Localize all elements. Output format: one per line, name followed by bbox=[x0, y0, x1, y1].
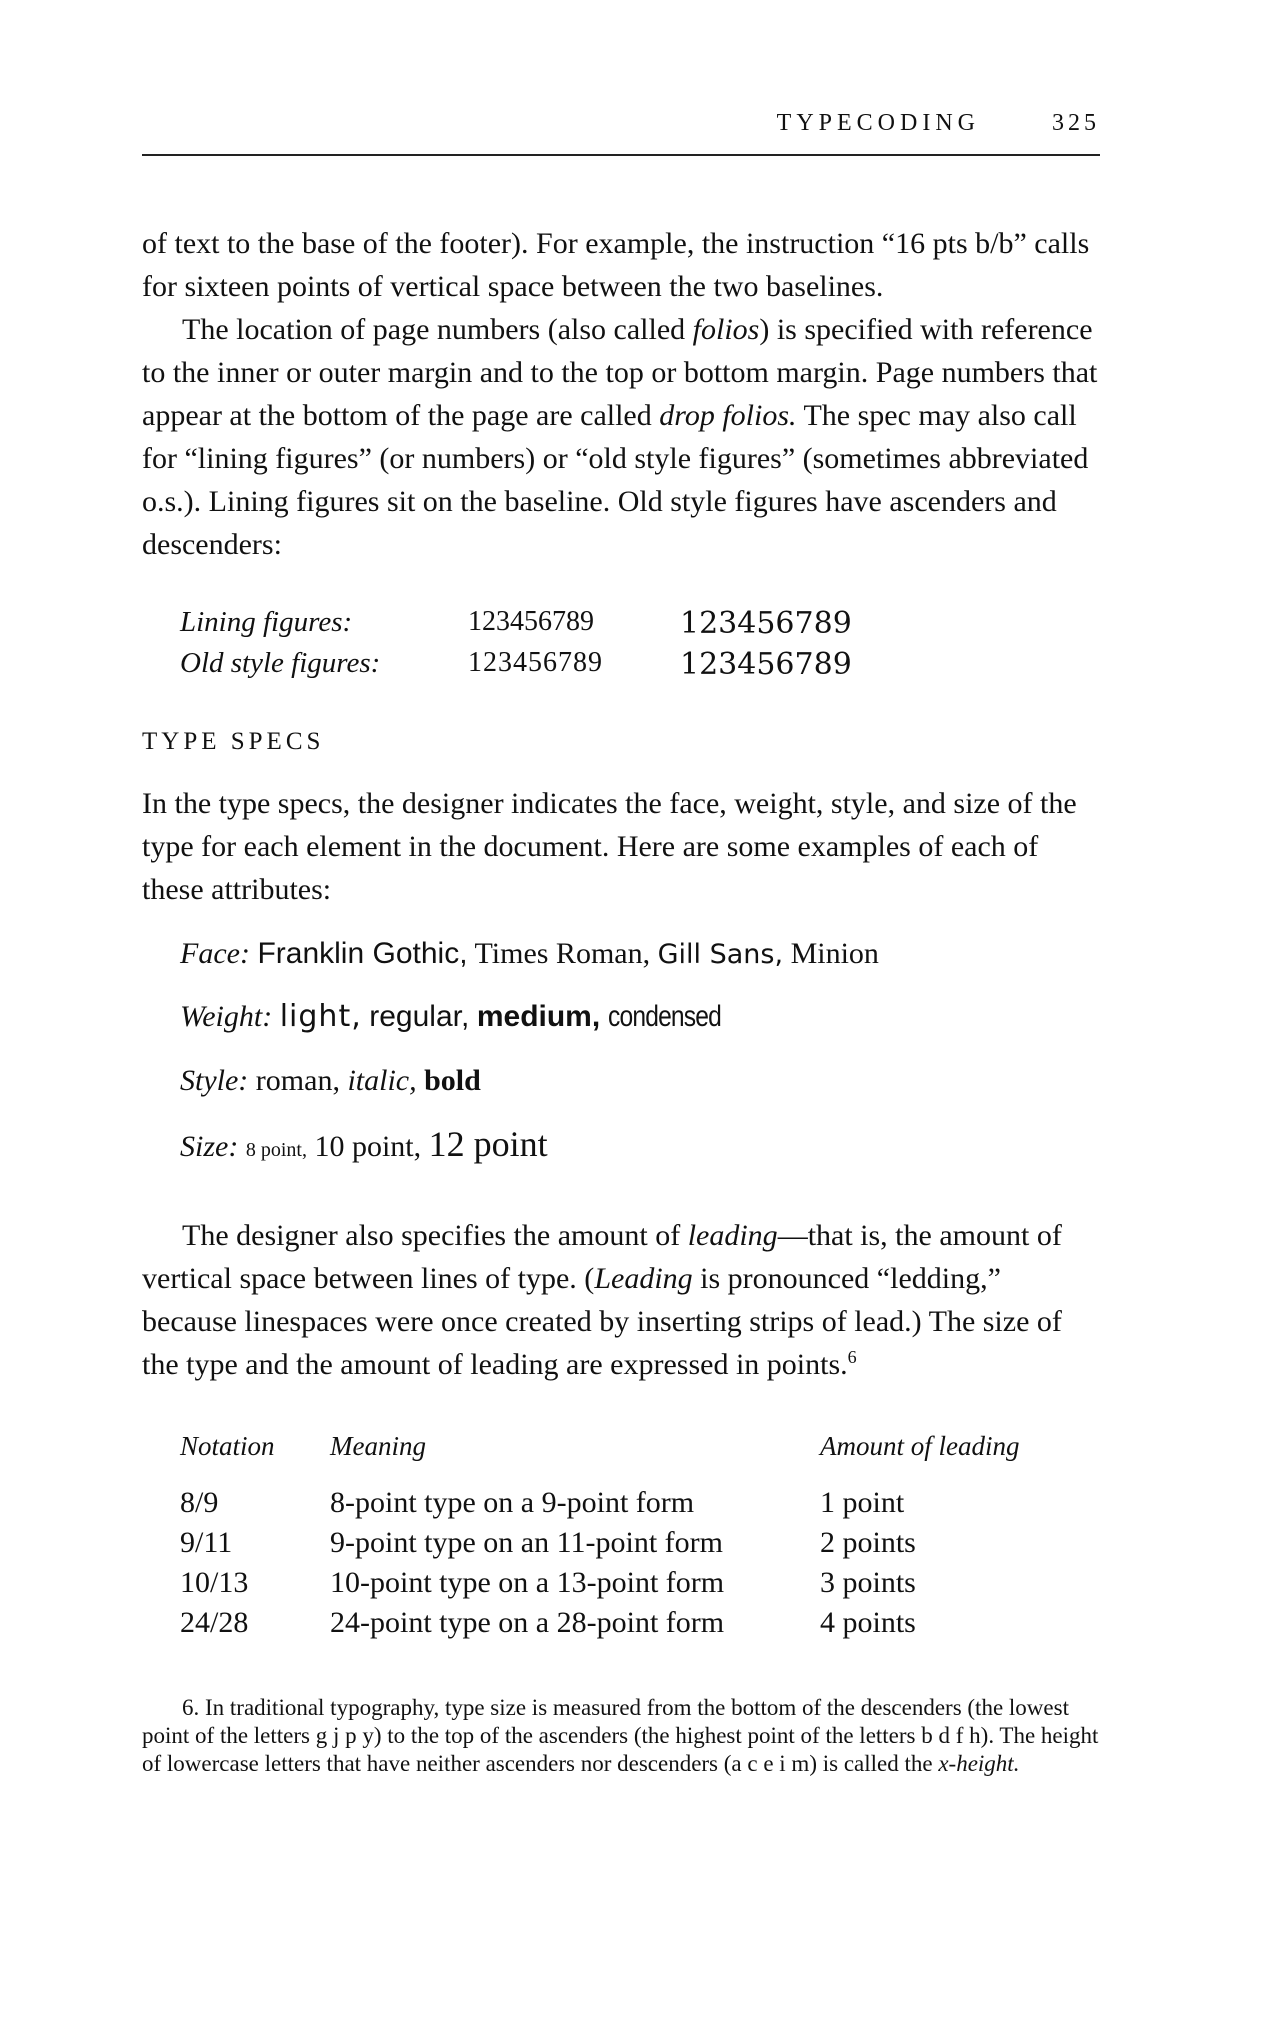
running-title: TYPECODING bbox=[776, 110, 980, 136]
attribute-example: condensed bbox=[607, 1000, 721, 1033]
attribute-example: Franklin Gothic, bbox=[257, 937, 468, 970]
attribute-example: Minion bbox=[790, 937, 879, 970]
table-cell: 10/13 bbox=[180, 1566, 249, 1599]
attribute-example: roman, bbox=[255, 1064, 340, 1097]
figure-sample: 123456789 bbox=[680, 606, 852, 641]
attribute-example: 8 point, bbox=[245, 1139, 307, 1161]
attribute-example: regular, bbox=[369, 1000, 470, 1033]
attribute-example: 10 point, bbox=[314, 1130, 422, 1163]
table-cell: 3 points bbox=[820, 1566, 916, 1599]
paragraph-leading: The designer also specifies the amount of leading—that is, the amount of vertical space between lines of type. (Leading is pronounced “ledding,” because linespaces were once created by inserting strips of lead.) The size of the type and the amount of leading are expressed in points.$^6$ bbox=[142, 1219, 1062, 1381]
figure-label: Lining figures: bbox=[180, 606, 353, 638]
leading-term: Leading bbox=[594, 1262, 693, 1295]
attribute-example: 12 point bbox=[428, 1124, 548, 1164]
figure-sample: 123456789 bbox=[468, 606, 594, 637]
size-attribute bbox=[180, 1123, 548, 1165]
table-cell: 24-point type on a 28-point form bbox=[330, 1606, 725, 1639]
column-header: Meaning bbox=[330, 1431, 426, 1461]
folios-term: folios bbox=[692, 313, 760, 346]
figure-sample: 123456789 bbox=[468, 647, 603, 678]
attribute-name: Size: bbox=[180, 1130, 239, 1163]
table-cell: 1 point bbox=[820, 1486, 905, 1519]
table-cell: 2 points bbox=[820, 1526, 916, 1559]
running-header bbox=[142, 108, 1100, 156]
figure-label: Old style figures: bbox=[180, 647, 381, 679]
paragraph-continuation: of text to the base of the footer). For example, the instruction “16 pts b/b” calls for sixteen points of vertical space between the two baselines. bbox=[142, 227, 1090, 303]
attribute-name: Style: bbox=[180, 1064, 249, 1097]
table-cell: 24/28 bbox=[180, 1606, 249, 1639]
drop-folios-term: drop folios. bbox=[659, 399, 797, 432]
attribute-example: light, bbox=[279, 999, 362, 1034]
table-cell: 4 points bbox=[820, 1606, 916, 1639]
table-cell: 10-point type on a 13-point form bbox=[330, 1566, 725, 1599]
table-cell: 8-point type on a 9-point form bbox=[330, 1486, 695, 1519]
attribute-example: Gill Sans, bbox=[657, 939, 784, 970]
attribute-example: bold bbox=[424, 1064, 481, 1097]
footnote-text: In traditional typography, type size is measured from the bottom of the descenders (the lowest point of the letters g j p y) to the top of the ascenders (the highest point of the letters b d f h). The height of lowercase letters that have neither ascenders nor descenders (a c e i m) is called the bbox=[142, 1695, 1099, 1776]
column-header: Notation bbox=[180, 1431, 275, 1461]
table-cell: 8/9 bbox=[180, 1486, 219, 1519]
footnote-reference: 6 bbox=[847, 1347, 857, 1367]
leading-term: leading bbox=[687, 1219, 778, 1252]
paragraph-type-specs: In the type specs, the designer indicates the face, weight, style, and size of the type for each element in the document. Here are some examples of each of these attributes: bbox=[142, 787, 1077, 906]
attribute-example: italic, bbox=[347, 1064, 417, 1097]
style-attribute bbox=[180, 1064, 481, 1098]
page-number: 325 bbox=[1052, 110, 1100, 136]
weight-attribute bbox=[180, 999, 745, 1034]
attribute-name: Weight: bbox=[180, 1000, 273, 1033]
attribute-example: Times Roman, bbox=[474, 937, 651, 970]
attribute-example: medium, bbox=[476, 1000, 601, 1033]
x-height-term: x-height. bbox=[938, 1751, 1020, 1776]
section-heading: TYPE SPECS bbox=[142, 728, 325, 755]
footnote bbox=[142, 1694, 1100, 1778]
column-header: Amount of leading bbox=[820, 1431, 1020, 1461]
table-cell: 9-point type on an 11-point form bbox=[330, 1526, 723, 1559]
attribute-name: Face: bbox=[180, 937, 250, 970]
figure-sample: 123456789 bbox=[680, 647, 852, 682]
face-attribute bbox=[180, 937, 879, 971]
footnote-number: 6. bbox=[182, 1695, 200, 1720]
table-cell: 9/11 bbox=[180, 1526, 233, 1559]
paragraph-folios: The location of page numbers (also called folios) is specified with reference to the inner or outer margin and to the top or bottom margin. Page numbers that appear at the bottom of the page are called drop folios. The spec may also call for “lining figures” (or numbers) or “old style figures” (sometimes abbreviated o.s.). Lining figures sit on the baseline. Old style figures have ascenders and descenders: bbox=[142, 313, 1098, 561]
